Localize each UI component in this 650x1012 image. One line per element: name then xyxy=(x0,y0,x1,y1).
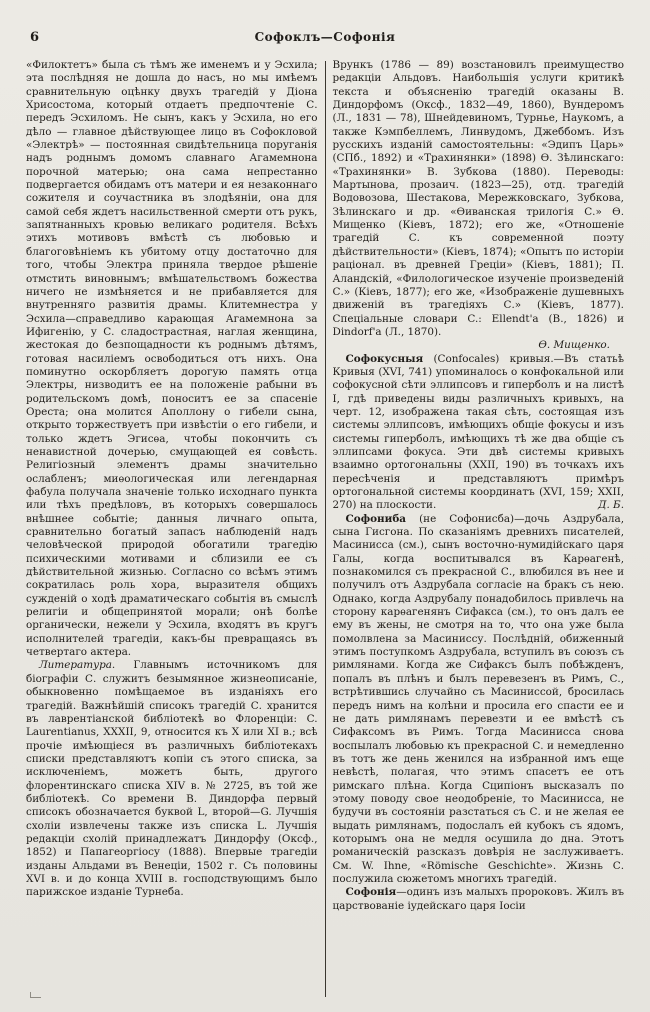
author-signature: Ѳ. Мищенко. xyxy=(538,339,610,352)
author-signature: Д. Б. xyxy=(598,499,624,512)
paragraph-text: «Филоктетъ» была съ тѣмъ же именемъ и у Эсхила; эта послѣдняя не дошла до насъ, но мы имѣемъ сравнительную оцѣнку двухъ трагедій у Діона Хрисостома, который отдаетъ предпочтеніе С. передъ Эсхиломъ. Не сынъ, какъ у Эсхила, но его дѣло — главное дѣйствующее лицо въ Софокловой «Электрѣ» — постоянная свидѣтельница поруганія надъ роднымъ домомъ славнаго Агамемнона порочной матерью; она сама непрестанно подвергается обидамъ отъ матери и ея незаконнаго сожителя и соучастника въ злодѣяніи, она для самой себя ждетъ насильственной смерти отъ рукъ, запятнанныхъ кровью великаго родителя. Всѣхъ этихъ мотивовъ вмѣстѣ съ любовью и благоговѣніемъ къ убитому отцу достаточно для того, чтобы Электра приняла твердое рѣшеніе отмстить виновнымъ; вмѣшательствомъ божества ничего не измѣняется и не прибавляется для внутренняго развитія драмы. Клитемнестра у Эсхила—справедливо карающая Агамемнона за Ифигенію, у С. сладострастная, наглая женщина, жестокая до безпощадности къ роднымъ дѣтямъ, готовая насиліемъ освободиться отъ нихъ. Она поминутно оскорбляетъ дорогую память отца Электры, низводитъ ее на положеніе рабыни въ родительскомъ домѣ, поноситъ ее за спасеніе Ореста; она молится Аполлону о гибели сына, открыто торжествуетъ при извѣстіи о его гибели, и только ждетъ Эгисѳа, чтобы покончить съ ненавистной дочерью, смущающей ея совѣсть. Религіозный элементъ драмы значительно ослабленъ; миѳологическая или легендарная фабула получала значеніе только исходнаго пункта или тѣхъ предѣловъ, въ которыхъ совершалось внѣшнее событіе; данныя личнаго опыта, сравнительно богатый запасъ наблюденій надъ человѣческой природой обогатили трагедію психическими мотивами и сблизили ее съ дѣйствительной жизнью. Согласно со всѣмъ этимъ сократилась роль хора, выразителя общихъ сужденій о ходѣ драматическаго событія въ смыслѣ религіи и общепринятой морали; онѣ болѣе органически, нежели у Эсхила, входятъ въ кругъ исполнителей трагедіи, какъ-бы превращаясь въ четвертаго актера. xyxy=(26,59,318,659)
right-column xyxy=(326,59,625,997)
entry-sofoniya xyxy=(333,886,625,913)
article-continuation-paragraph xyxy=(333,59,625,339)
left-column xyxy=(26,59,325,997)
entry-sofoniba xyxy=(333,513,625,887)
entry-sofokusnyya xyxy=(333,353,625,513)
literature-label: Литература. xyxy=(39,659,116,672)
entry-body: (Confocales) кривыя.—Въ статьѣ Кривыя (XVI, 741) упоминалось о конфокальной или софокусной сѣти эллипсовъ и гиперболъ и на листѣ I, гдѣ приведены виды различныхъ кривыхъ, на черт. 12, изображена такая сѣть, состоящая изъ системы эллипсовъ, имѣющихъ общіе фокусы и изъ системы гиперболъ, имѣющихъ тѣ же два общіе съ эллипсами фокуса. Эти двѣ системы кривыхъ взаимно ортогональны (XXII, 190) въ точкахъ ихъ пересѣченія и представляютъ примѣръ ортогональной системы координатъ (XVI, 159; XXII, 270) на плоскости. xyxy=(332,352,624,512)
page-number: 6 xyxy=(30,30,40,45)
paragraph-text: Главнымъ источникомъ для біографіи С. служитъ безымянное жизнеописаніе, обыкновенно помѣщаемое въ изданіяхъ его трагедій. Важнѣйшій списокъ трагедій С. хранится въ лаврентіанской библіотекѣ во Флоренціи: C. Laurentianus, XXXII, 9, относится къ X или XI в.; всѣ прочіе имѣющіеся въ различныхъ библіотекахъ списки представляютъ копіи съ этого списка, за исключеніемъ, можетъ быть, другого флорентинскаго списка XIV в. № 2725, въ той же библіотекѣ. Со времени В. Диндорфа первый списокъ обозначается буквой L, второй—G. Лучшія схоліи извлечены также изъ списка L. Лучшія редакціи схолій принадлежатъ Диндорфу (Оксф., 1852) и Папагеоргіосу (1888). Впервые трагедіи изданы Альдами въ Венеціи, 1502 г. Съ половины XVI в. и до конца XVIII в. господствующимъ было парижское изданіе Турнеба. xyxy=(26,659,318,899)
entry-body: (не Софонисба)—дочь Аздрубала, сына Гисгона. По сказаніямъ древнихъ писателей, Масинисса (см.), сынъ восточно-нумидійскаго царя Галы, когда воспитывался въ Карѳагенѣ, познакомился съ прекрасной С., влюбился въ нее и получилъ отъ Аздрубала согласіе на бракъ съ нею. Однако, когда Аздрубалу понадобилось привлечь на сторону карѳагенянъ Сифакса (см.), то онъ далъ ее ему въ жены, не смотря на то, что она уже была помолвлена за Масиниссу. Послѣдній, обиженный этимъ поступкомъ Аздрубала, вступилъ въ союзъ съ римлянами. Когда же Сифаксъ былъ побѣжденъ, попалъ въ плѣнъ и былъ перевезенъ въ Римъ, С., встрѣтившись случайно съ Масиниссой, бросилась передъ нимъ на колѣни и просила его спасти ее и не дать римлянамъ перевезти и ее вмѣстѣ съ Сифаксомъ въ Римъ. Тогда Масинисса снова воспылалъ любовью къ прекрасной С. и немедленно въ тотъ же день женился на избранной имъ еще невѣстѣ, полагая, что этимъ спасетъ ее отъ римскаго плѣна. Когда Сципіонъ высказалъ по этому поводу свое неодобреніе, то Масинисса, не будучи въ состояніи разстаться съ С. и не желая ее выдать римлянамъ, подослалъ ей кубокъ съ ядомъ, которымъ она не медля осушила до дна. Этотъ романическій разсказъ довѣрія не заслуживаетъ. См. W. Ihne, «Römische Geschichte». Жизнь С. послужила сюжетомъ многихъ трагедій. xyxy=(332,512,624,885)
page-header xyxy=(0,0,650,45)
literature-paragraph xyxy=(26,659,318,899)
entry-headword: Софокусныя xyxy=(345,352,424,365)
article-continuation-paragraph xyxy=(26,59,318,659)
entry-headword: Софонія xyxy=(345,886,397,899)
running-title: Софоклъ—Софонія xyxy=(254,30,396,44)
entry-headword: Софониба xyxy=(345,512,406,525)
text-columns xyxy=(0,45,650,997)
paragraph-text: Врункъ (1786 — 89) возстановилъ преимущество редакціи Альдовъ. Наибольшія услуги критикѣ текста и объясненію трагедій оказаны В. Диндорфомъ (Оксф., 1832—49, 1860), Вундеромъ (Л., 1831 — 78), Шнейдевиномъ, Турнье, Наукомъ, а также Кэмпбеллемъ, Линвудомъ, Джеббомъ. Изъ русскихъ изданій самостоятельны: «Эдипъ Царь» (СПб., 1892) и «Трахинянки» (1898) Ѳ. Зѣлинскаго: «Трахинянки» В. Зубкова (1880). Переводы: Мартынова, прозаич. (1823—25), отд. трагедій Водовозова, Шестакова, Мережковскаго, Зубкова, Зѣлинскаго и др. «Ѳиванская трилогія С.» Ѳ. Мищенко (Кіевъ, 1872); его же, «Отношеніе трагедій С. къ современной поэту дѣйствительности» (Кіевъ, 1874); «Опытъ по исторіи раціонал. въ древней Греціи» (Кіевъ, 1881); П. Аландскій, «Филологическое изученіе произведеній С.» (Кіевъ, 1877); его же, «Изображеніе душевныхъ движеній въ трагедіяхъ С.» (Кіевъ, 1877). Спеціальные словари C.: Ellendt'а (В., 1826) и Dindorf'а (Л., 1870). xyxy=(332,59,624,338)
entry-body: —одинъ изъ малыхъ пророковъ. Жилъ въ царствованіе іудейскаго царя Іосіи xyxy=(332,886,624,912)
printer-corner-mark xyxy=(30,992,41,998)
